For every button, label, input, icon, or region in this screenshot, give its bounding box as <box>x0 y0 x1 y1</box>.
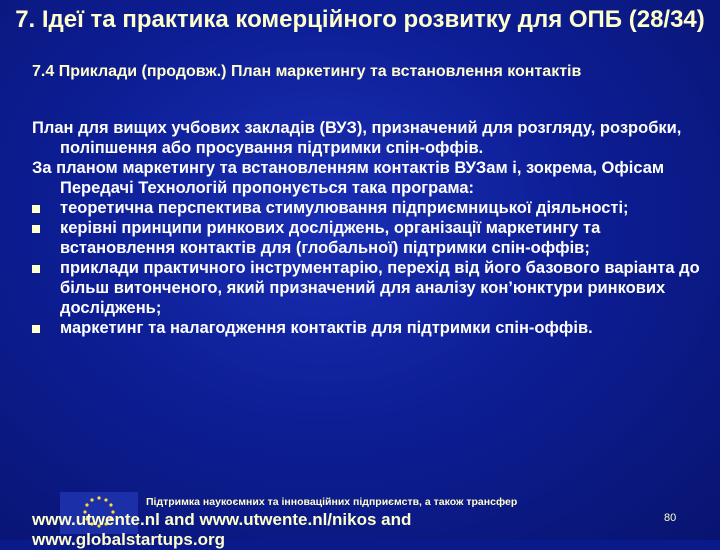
bullet-item <box>32 218 702 258</box>
footer-urls[interactable]: www.utwente.nl and www.utwente.nl/nikos and <box>32 510 412 529</box>
bullet-text: приклади практичного інструментарію, перехід від його базового варіанта до більш витонченого, який призначений для аналізу кон’юнктури ринкових досліджень; <box>60 259 700 317</box>
slide-body <box>32 118 702 338</box>
square-bullet-icon <box>32 325 40 333</box>
footer-url-globalstartups[interactable]: www.globalstartups.org <box>32 530 225 549</box>
square-bullet-icon <box>32 205 40 213</box>
slide-title: 7. Ідеї та практика комерційного розвитку для ОПБ (28/34) <box>15 6 705 33</box>
bullet-text: теоретична перспектива стимулювання підприємницької діяльності; <box>60 199 629 217</box>
bullet-text: керівні принципи ринкових досліджень, організації маркетингу та встановлення контактів для (глобальної) підтримки спін-оффів; <box>60 219 601 257</box>
bullet-text: маркетинг та налагодження контактів для підтримки спін-оффів. <box>60 319 593 337</box>
intro-paragraph: План для вищих учбових закладів (ВУЗ), призначений для розгляду, розробки, поліпшення або просування підтримки спін-оффів. <box>32 119 682 157</box>
footer-note: Підтримка наукоємних та інноваційних підприємств, а також трансфер <box>146 496 518 508</box>
bullet-item <box>32 318 702 338</box>
square-bullet-icon <box>32 265 40 273</box>
section-subheading: 7.4 Приклади (продовж.) План маркетингу та встановлення контактів <box>32 63 582 80</box>
slide-footer <box>0 492 720 549</box>
square-bullet-icon <box>32 225 40 233</box>
page-number: 80 <box>664 512 677 524</box>
program-paragraph: За планом маркетингу та встановленням контактів ВУЗам і, зокрема, Офісам Передачі Технологій пропонується така програма: <box>32 159 665 197</box>
bullet-item <box>32 198 702 218</box>
bullet-item <box>32 258 702 318</box>
